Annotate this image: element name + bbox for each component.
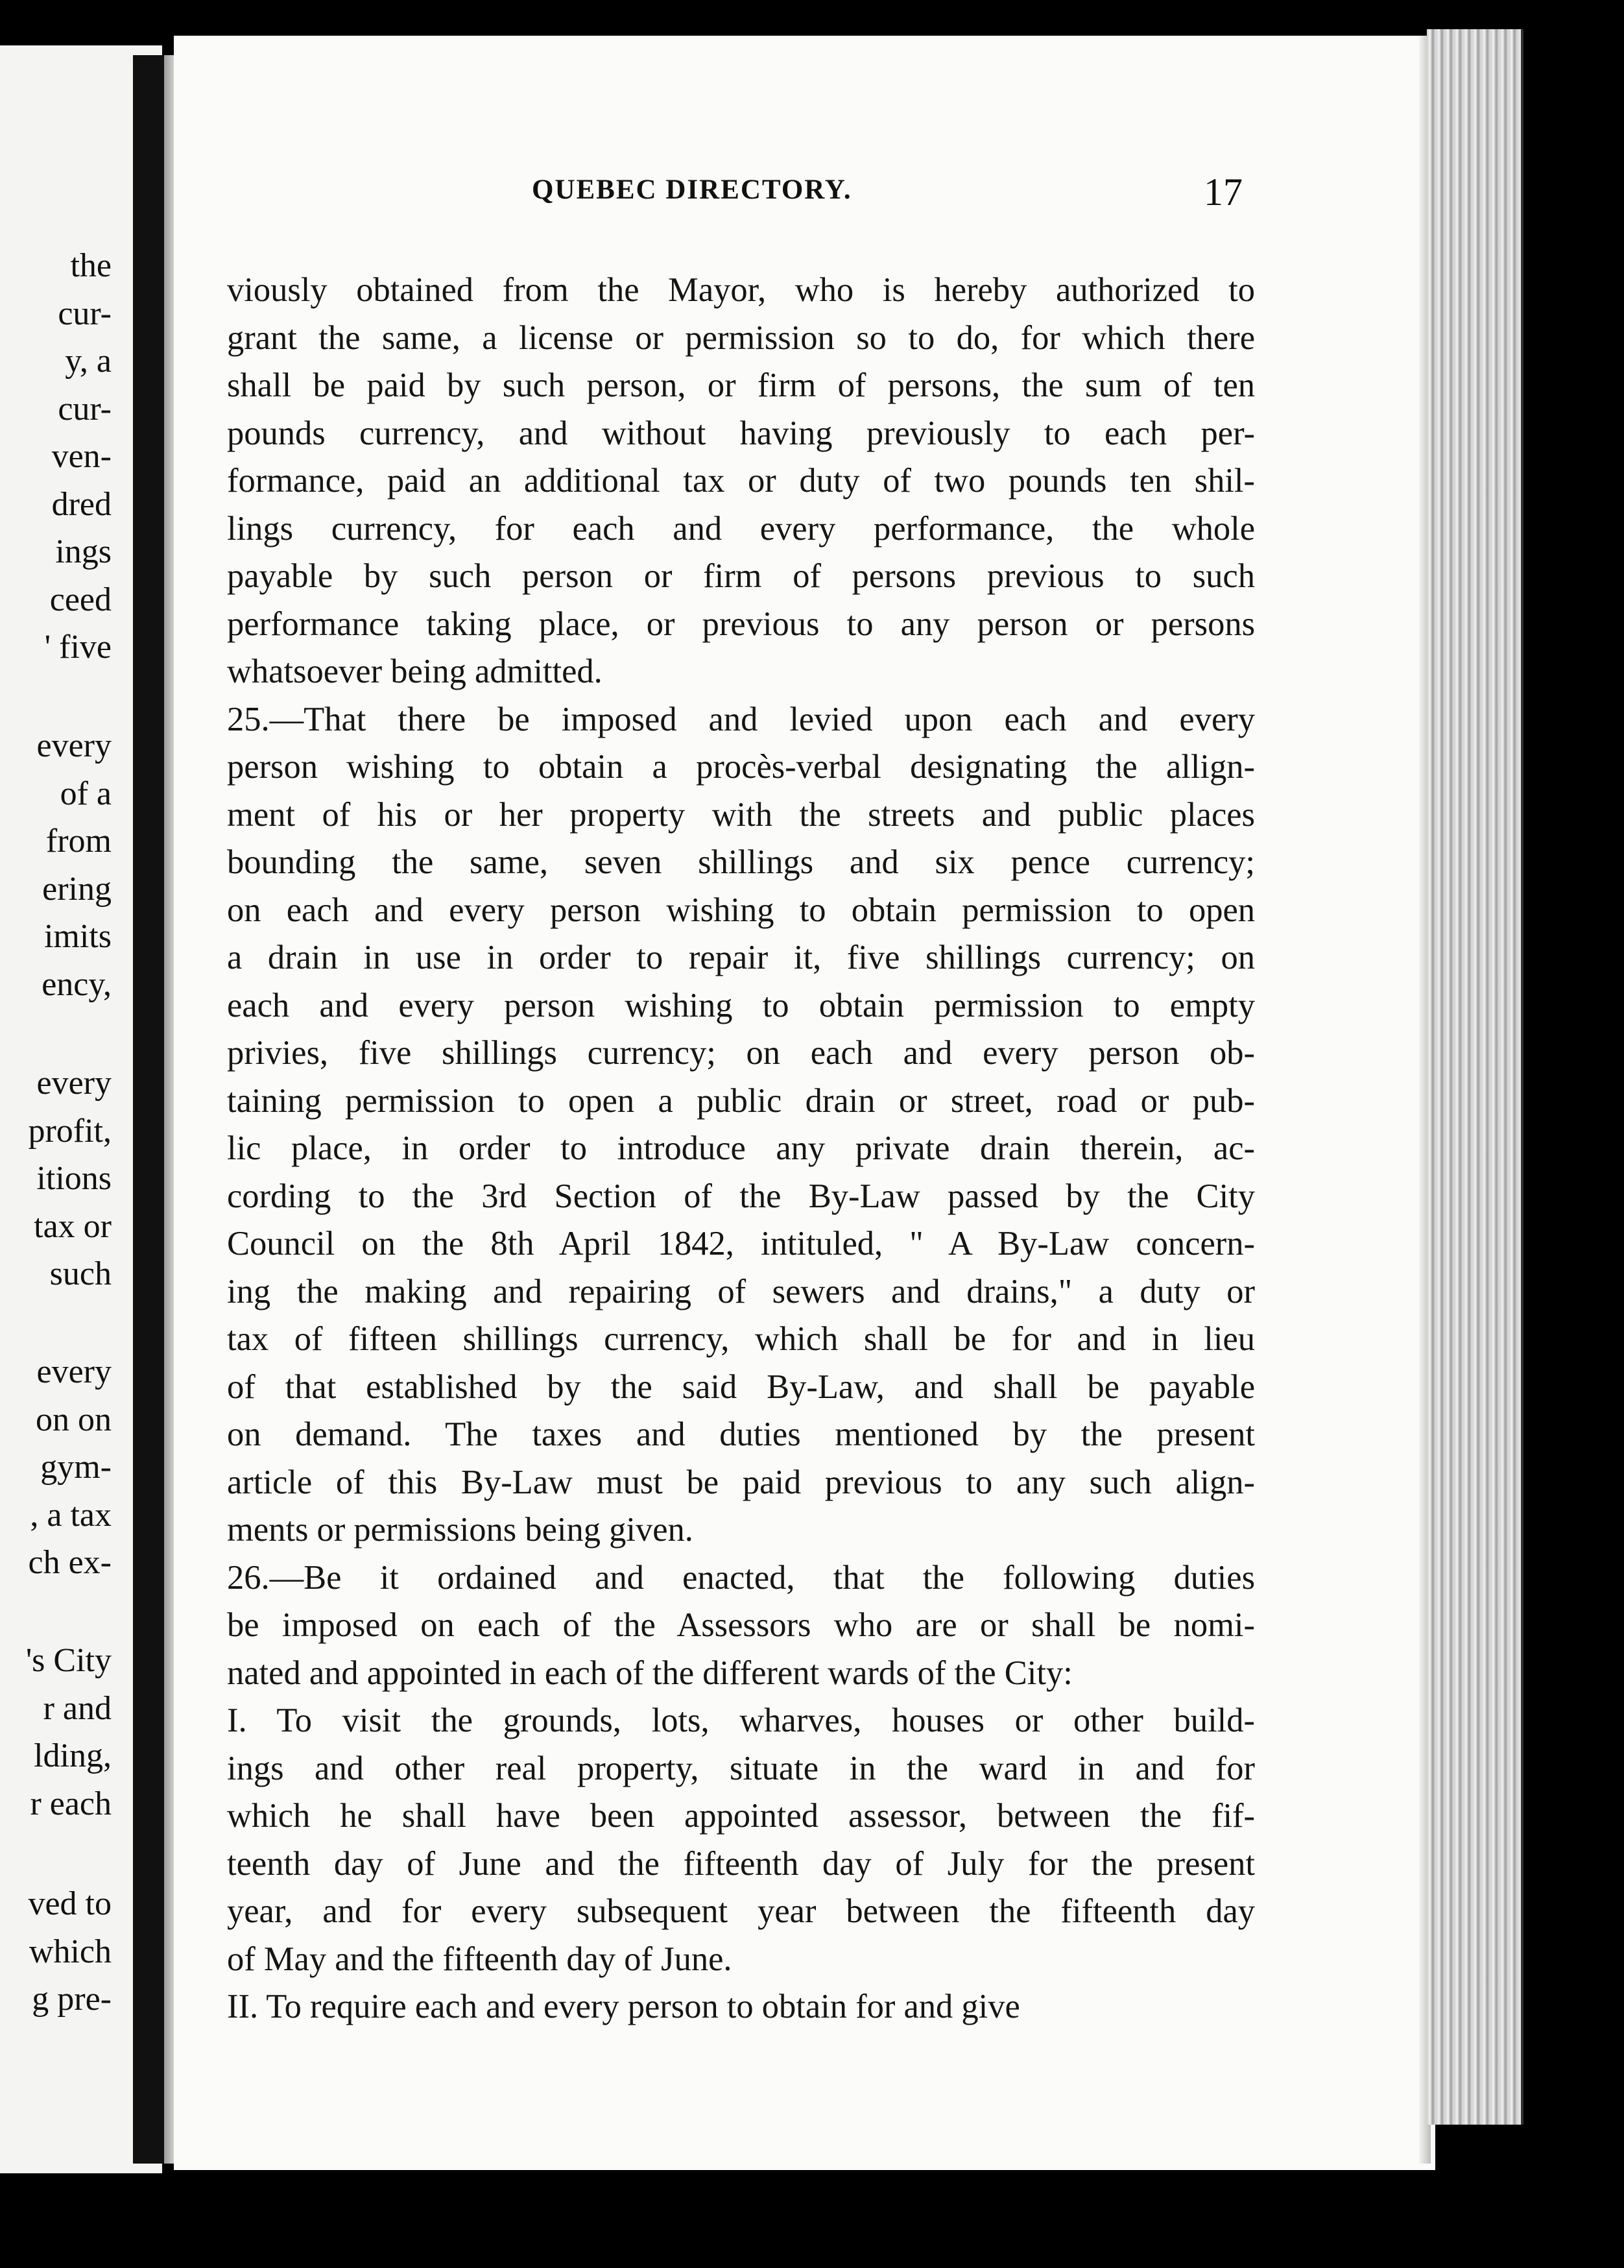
text-line: person wishing to obtain a procès-verbal designating the allign- [227, 748, 1255, 786]
left-fragment: on on [36, 1401, 112, 1438]
text-line: I. To visit the grounds, lots, wharves, houses or other build- [227, 1702, 1255, 1739]
left-fragment: ved to [28, 1885, 112, 1922]
left-fragment: every [36, 727, 112, 764]
text-line: of that established by the said By-Law, and shall be payable [227, 1368, 1255, 1406]
text-line: cording to the 3rd Section of the By-Law passed by the City [227, 1177, 1255, 1215]
left-fragment: r each [30, 1785, 112, 1822]
text-line: ing the making and repairing of sewers and drains," a duty or [227, 1272, 1255, 1310]
text-line: a drain in use in order to repair it, five shillings currency; on [227, 939, 1255, 976]
left-fragment: dred [51, 485, 112, 523]
page-body-text [227, 267, 1255, 2031]
text-line: nated and appointed in each of the different wards of the City: [227, 1654, 1073, 1692]
left-fragment: profit, [28, 1112, 112, 1150]
page-number: 17 [1204, 171, 1243, 213]
left-fragment: the [70, 247, 112, 284]
left-fragment: tax or [34, 1207, 112, 1245]
text-line: performance taking place, or previous to any person or persons [227, 605, 1255, 643]
text-line: each and every person wishing to obtain permission to empty [227, 986, 1255, 1024]
text-line: formance, paid an additional tax or duty of two pounds ten shil- [227, 462, 1255, 500]
left-fragment: imits [43, 918, 112, 955]
text-line: ings and other real property, situate in the ward in and for [227, 1749, 1255, 1787]
text-line: shall be paid by such person, or firm of persons, the sum of ten [227, 367, 1255, 404]
text-line: on demand. The taxes and duties mentioned by the present [227, 1416, 1255, 1453]
text-line: 25.—That there be imposed and levied upon each and every [227, 700, 1255, 738]
left-fragment: gym- [40, 1449, 112, 1486]
left-fragment: ' five [44, 629, 112, 666]
left-fragment: every [36, 1065, 112, 1102]
text-line: on each and every person wishing to obtain permission to open [227, 891, 1255, 929]
left-fragment: ency, [42, 965, 112, 1003]
text-line: 26.—Be it ordained and enacted, that the following duties [227, 1558, 1255, 1597]
left-fragment: r and [43, 1689, 112, 1727]
text-line: privies, five shillings currency; on each and every person ob- [227, 1034, 1255, 1072]
text-line: year, and for every subsequent year between the fifteenth day [227, 1892, 1255, 1930]
text-line: grant the same, a license or permission so to do, for which there [227, 319, 1255, 357]
left-fragment: , a tax [30, 1496, 112, 1534]
text-line: Council on the 8th April 1842, intituled, " A By-Law concern- [227, 1225, 1255, 1262]
left-fragment: ceed [49, 581, 112, 618]
text-line: bounding the same, seven shillings and six pence currency; [227, 843, 1255, 881]
text-line: ment of his or her property with the streets and public places [227, 795, 1255, 834]
left-fragment: ven- [51, 438, 112, 475]
text-line: which he shall have been appointed assessor, between the fif- [227, 1797, 1255, 1835]
text-line: tax of fifteen shillings currency, which shall be for and in lieu [227, 1320, 1255, 1358]
left-fragment: g pre- [32, 1981, 112, 2018]
text-line: taining permission to open a public drain or street, road or pub- [227, 1081, 1255, 1120]
text-line: whatsoever being admitted. [227, 653, 603, 690]
text-line: ments or permissions being given. [227, 1511, 693, 1549]
text-line: lic place, in order to introduce any private drain therein, ac- [227, 1129, 1255, 1167]
left-fragment: such [49, 1255, 112, 1292]
left-fragment: which [29, 1933, 112, 1970]
left-fragment: every [36, 1353, 112, 1390]
text-line: article of this By-Law must be paid previous to any such align- [227, 1463, 1255, 1501]
left-fragment: ch ex- [28, 1544, 112, 1581]
left-fragment: itions [36, 1160, 112, 1197]
text-line: lings currency, for each and every performance, the whole [227, 509, 1255, 548]
left-fragment: from [45, 823, 112, 860]
left-fragment: 's City [25, 1642, 112, 1679]
text-line: of May and the fifteenth day of June. [227, 1940, 732, 1978]
left-fragment: lding, [34, 1737, 112, 1774]
left-fragment: cur- [58, 295, 112, 332]
left-fragment: ings [55, 533, 112, 570]
text-line: teenth day of June and the fifteenth day of July for the present [227, 1844, 1255, 1883]
text-line: be imposed on each of the Assessors who are or shall be nomi- [227, 1606, 1255, 1644]
text-line: pounds currency, and without having previously to each per- [227, 414, 1255, 452]
text-line: payable by such person or firm of persons previous to such [227, 557, 1255, 595]
running-title: QUEBEC DIRECTORY. [532, 175, 852, 205]
left-fragment: cur- [58, 390, 112, 428]
text-line: II. To require each and every person to obtain for and give [227, 1988, 1020, 2025]
text-line: viously obtained from the Mayor, who is hereby authorized to [227, 271, 1255, 309]
left-fragment: of a [60, 775, 112, 812]
book-gutter [133, 55, 164, 2164]
left-fragment: y, a [65, 343, 112, 380]
left-fragment: ering [42, 870, 112, 908]
page-block-edge [1427, 29, 1523, 2125]
